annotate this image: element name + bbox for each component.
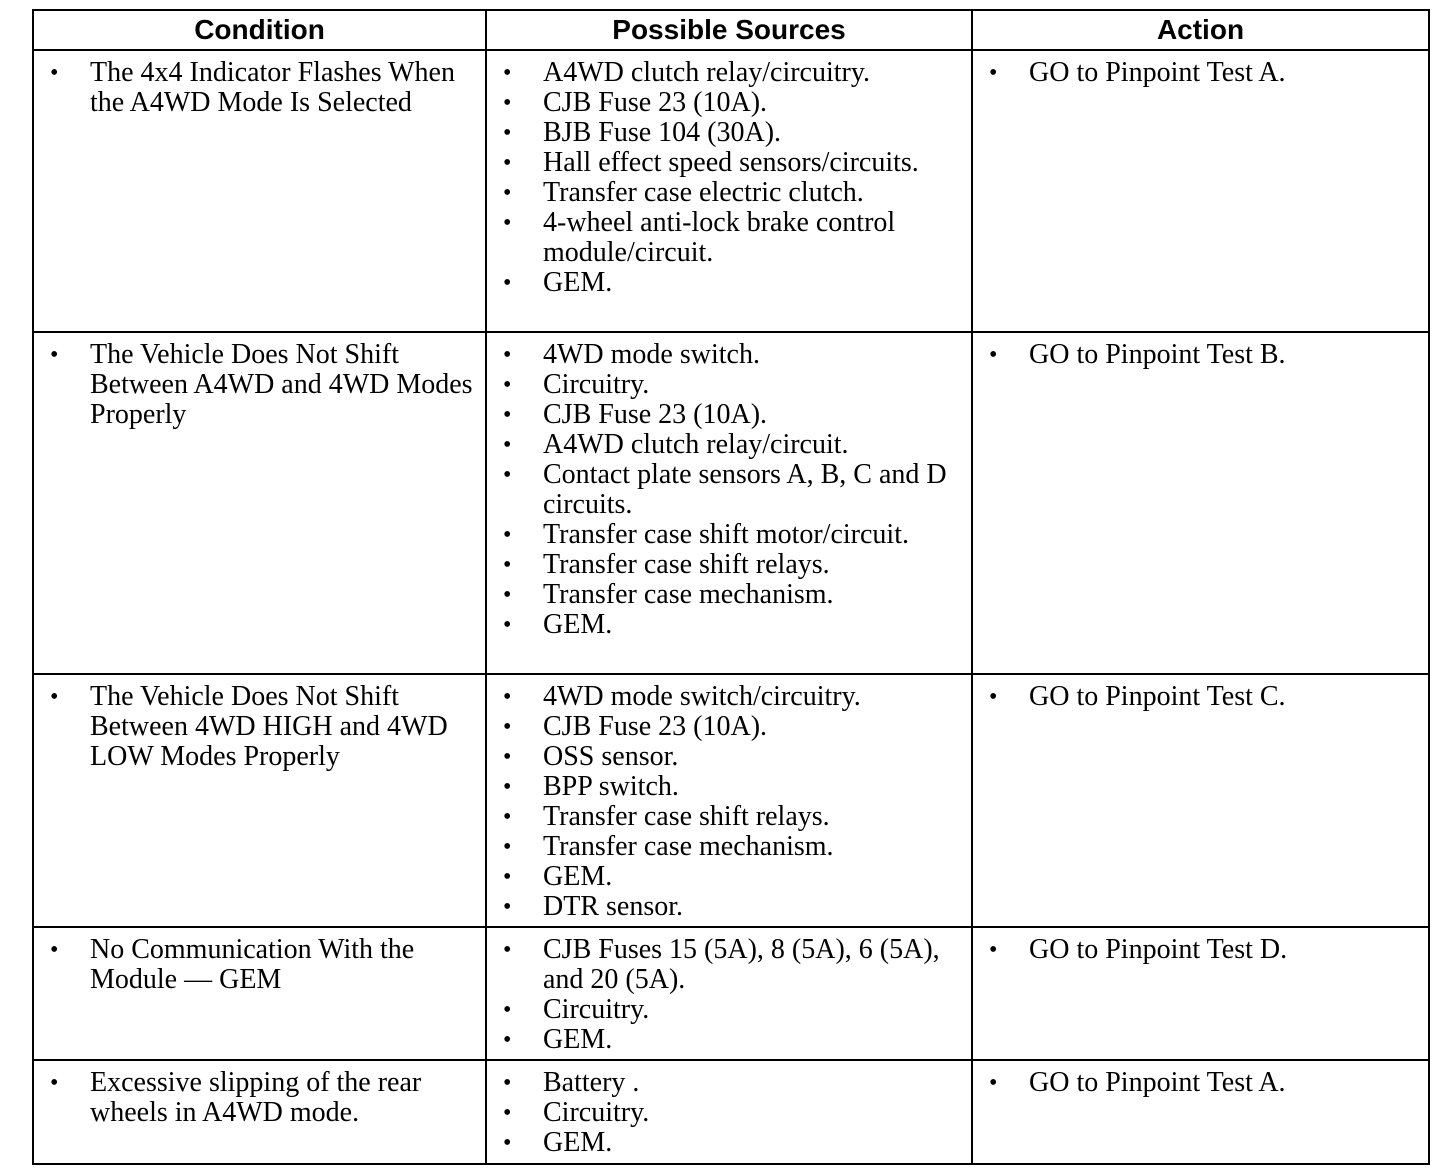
source-item: • GEM. xyxy=(491,610,967,640)
source-item: • DTR sensor. xyxy=(491,892,967,922)
sources-cell xyxy=(486,1060,972,1164)
diagnosis-table xyxy=(32,9,1430,1165)
source-item: • Circuitry. xyxy=(491,1098,967,1128)
action-cell xyxy=(972,50,1429,332)
source-item: • BPP switch. xyxy=(491,772,967,802)
source-item: • A4WD clutch relay/circuit. xyxy=(491,430,967,460)
sources-cell xyxy=(486,332,972,674)
source-item: • GEM. xyxy=(491,1025,967,1055)
source-item: • Transfer case mechanism. xyxy=(491,832,967,862)
action-cell xyxy=(972,927,1429,1060)
condition-text: • Excessive slipping of the rear wheels in A4WD mode. xyxy=(38,1068,481,1128)
source-item: • Transfer case mechanism. xyxy=(491,580,967,610)
condition-text: • The Vehicle Does Not Shift Between 4WD HIGH and 4WD LOW Modes Properly xyxy=(38,682,481,772)
action-text: • GO to Pinpoint Test C. xyxy=(977,682,1424,712)
source-item: • Transfer case shift motor/circuit. xyxy=(491,520,967,550)
source-item: • CJB Fuse 23 (10A). xyxy=(491,712,967,742)
source-item: • 4WD mode switch/circuitry. xyxy=(491,682,967,712)
condition-cell xyxy=(33,50,486,332)
action-text: • GO to Pinpoint Test A. xyxy=(977,58,1424,88)
source-item: • 4WD mode switch. xyxy=(491,340,967,370)
table-row xyxy=(33,674,1429,927)
source-item: • CJB Fuse 23 (10A). xyxy=(491,400,967,430)
source-item: • GEM. xyxy=(491,862,967,892)
action-cell xyxy=(972,1060,1429,1164)
source-item: • Transfer case electric clutch. xyxy=(491,178,967,208)
source-item: • OSS sensor. xyxy=(491,742,967,772)
condition-text: • No Communication With the Module — GEM xyxy=(38,935,481,995)
sources-cell xyxy=(486,927,972,1060)
condition-text: • The 4x4 Indicator Flashes When the A4WD Mode Is Selected xyxy=(38,58,481,118)
table-row xyxy=(33,1060,1429,1164)
header-action: Action xyxy=(972,10,1429,50)
source-item: • Battery . xyxy=(491,1068,967,1098)
header-condition: Condition xyxy=(33,10,486,50)
sources-cell xyxy=(486,50,972,332)
source-item: • Transfer case shift relays. xyxy=(491,802,967,832)
table-row xyxy=(33,50,1429,332)
source-item: • CJB Fuse 23 (10A). xyxy=(491,88,967,118)
source-item: • Hall effect speed sensors/circuits. xyxy=(491,148,967,178)
source-item: • GEM. xyxy=(491,1128,967,1158)
source-item: • Circuitry. xyxy=(491,995,967,1025)
action-text: • GO to Pinpoint Test A. xyxy=(977,1068,1424,1098)
action-text: • GO to Pinpoint Test D. xyxy=(977,935,1424,965)
sources-cell xyxy=(486,674,972,927)
header-possible-sources: Possible Sources xyxy=(486,10,972,50)
condition-cell xyxy=(33,1060,486,1164)
source-item: • BJB Fuse 104 (30A). xyxy=(491,118,967,148)
source-item: • A4WD clutch relay/circuitry. xyxy=(491,58,967,88)
source-item: • Contact plate sensors A, B, C and D circuits. xyxy=(491,460,967,520)
condition-cell xyxy=(33,674,486,927)
action-text: • GO to Pinpoint Test B. xyxy=(977,340,1424,370)
table-row xyxy=(33,332,1429,674)
condition-cell xyxy=(33,927,486,1060)
condition-text: • The Vehicle Does Not Shift Between A4WD and 4WD Modes Properly xyxy=(38,340,481,430)
source-item: • CJB Fuses 15 (5A), 8 (5A), 6 (5A), and 20 (5A). xyxy=(491,935,967,995)
source-item: • Circuitry. xyxy=(491,370,967,400)
source-item: • Transfer case shift relays. xyxy=(491,550,967,580)
condition-cell xyxy=(33,332,486,674)
action-cell xyxy=(972,332,1429,674)
header-row xyxy=(33,10,1429,50)
action-cell xyxy=(972,674,1429,927)
source-item: • 4-wheel anti-lock brake control module/circuit. xyxy=(491,208,967,268)
table-row xyxy=(33,927,1429,1060)
source-item: • GEM. xyxy=(491,268,967,298)
